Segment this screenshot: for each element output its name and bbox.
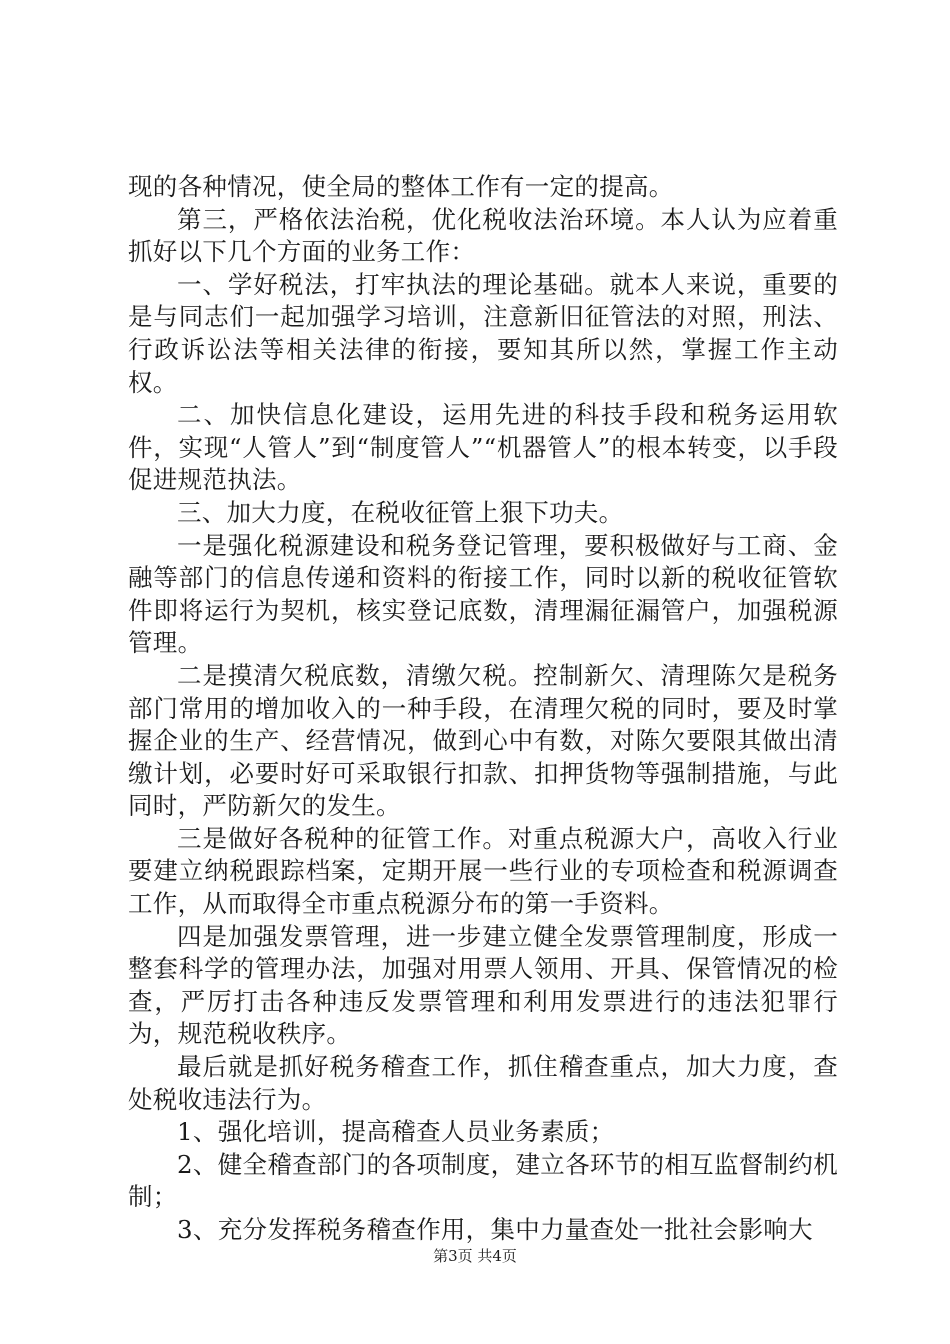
paragraph: 三是做好各税种的征管工作。对重点税源大户，高收入行业要建立纳税跟踪档案，定期开展一些行业的专项检查和税源调查工作，从而取得全市重点税源分布的第一手资料。 xyxy=(128,823,838,919)
paragraph: 三、加大力度，在税收征管上狠下功夫。 xyxy=(177,497,624,527)
page-footer: 第3页 共4页 xyxy=(433,1247,517,1265)
paragraph: 一是强化税源建设和税务登记管理，要积极做好与工商、金融等部门的信息传递和资料的衔接工作，同时以新的税收征管软件即将运行为契机，核实登记底数，清理漏征漏管户，加强税源管理。 xyxy=(128,530,838,658)
paragraph: 第三，严格依法治税，优化税收法治环境。本人认为应着重抓好以下几个方面的业务工作： xyxy=(128,204,838,267)
document-body xyxy=(128,171,838,1247)
paragraph: 现的各种情况，使全局的整体工作有一定的提高。 xyxy=(128,172,674,201)
paragraph: 二、加快信息化建设，运用先进的科技手段和税务运用软件，实现“人管人”到“制度管人”“机器管人”的根本转变，以手段促进规范执法。 xyxy=(128,400,838,495)
paragraph: 1、强化培训，提高稽查人员业务素质； xyxy=(177,1117,615,1147)
paragraph: 2、健全稽查部门的各项制度，建立各环节的相互监督制约机制； xyxy=(128,1149,838,1212)
paragraph: 最后就是抓好税务稽查工作，抓住稽查重点，加大力度，查处税收违法行为。 xyxy=(128,1052,838,1114)
paragraph: 3、充分发挥税务稽查作用，集中力量查处一批社会影响大 xyxy=(177,1215,813,1244)
paragraph: 一、学好税法，打牢执法的理论基础。就本人来说，重要的是与同志们一起加强学习培训，注意新旧征管法的对照，刑法、行政诉讼法等相关法律的衔接，要知其所以然，掌握工作主动权。 xyxy=(128,269,838,397)
paragraph: 二是摸清欠税底数，清缴欠税。控制新欠、清理陈欠是税务部门常用的增加收入的一种手段，在清理欠税的同时，要及时掌握企业的生产、经营情况，做到心中有数，对陈欠要限其做出清缴计划，必要时好可采取银行扣款、扣押货物等强制措施，与此同时，严防新欠的发生。 xyxy=(128,660,838,821)
paragraph: 四是加强发票管理，进一步建立健全发票管理制度，形成一整套科学的管理办法，加强对用票人领用、开具、保管情况的检查，严厉打击各种违反发票管理和利用发票进行的违法犯罪行为，规范税收秩序。 xyxy=(128,921,838,1049)
